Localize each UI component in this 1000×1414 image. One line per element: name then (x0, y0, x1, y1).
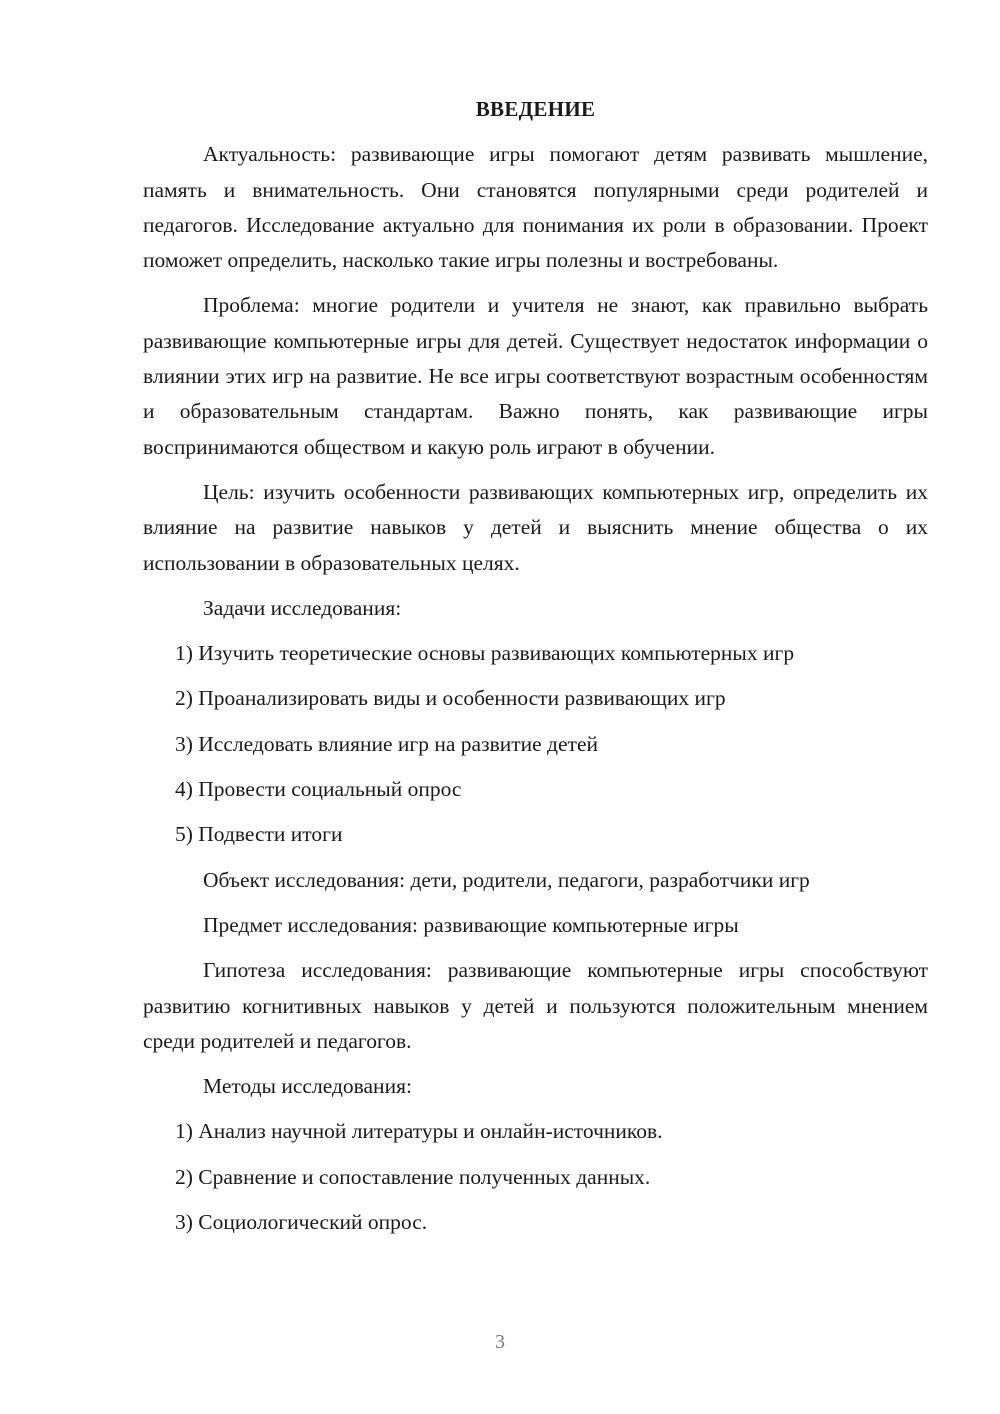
method-item-3: 3) Социологический опрос. (175, 1210, 428, 1235)
tasks-title: Задачи исследования: (203, 595, 402, 620)
research-object: Объект исследования: дети, родители, педагоги, разработчики игр (203, 867, 810, 892)
method-item-2: 2) Сравнение и сопоставление полученных данных. (175, 1164, 651, 1189)
task-item-5: 5) Подвести итоги (175, 822, 343, 847)
methods-title: Методы исследования: (203, 1074, 412, 1099)
method-item-1: 1) Анализ научной литературы и онлайн-источников. (175, 1119, 663, 1144)
task-item-3: 3) Исследовать влияние игр на развитие детей (175, 731, 598, 756)
task-item-4: 4) Провести социальный опрос (175, 777, 462, 802)
research-subject: Предмет исследования: развивающие компьютерные игры (203, 912, 739, 937)
task-item-2: 2) Проанализировать виды и особенности развивающих игр (175, 686, 726, 711)
page-title: ВВЕДЕНИЕ (475, 97, 596, 121)
relevance-paragraph: Актуальность: развивающие игры помогают детям развивать мышление, память и внимательность. Они становятся популярными среди родителей и педагогов. Исследование актуально для понимания их роли в образовании. Проект поможет определить, насколько такие игры полезны и востребованы. (143, 142, 928, 273)
document-page (143, 92, 928, 1250)
problem-paragraph: Проблема: многие родители и учителя не знают, как правильно выбрать развивающие компьютерные игры для детей. Существует недостаток информации о влиянии этих игр на развитие. Не все игры соответствуют возрастным особенностям и образовательным стандартам. Важно понять, как развивающие игры воспринимаются обществом и какую роль играют в обучении. (143, 293, 928, 459)
page-number: 3 (495, 1331, 505, 1353)
hypothesis-paragraph: Гипотеза исследования: развивающие компьютерные игры способствуют развитию когнитивных навыков у детей и пользуются положительным мнением среди родителей и педагогов. (143, 958, 928, 1053)
task-item-1: 1) Изучить теоретические основы развивающих компьютерных игр (175, 641, 795, 666)
goal-paragraph: Цель: изучить особенности развивающих компьютерных игр, определить их влияние на развитие навыков у детей и выяснить мнение общества о их использовании в образовательных целях. (143, 479, 928, 575)
